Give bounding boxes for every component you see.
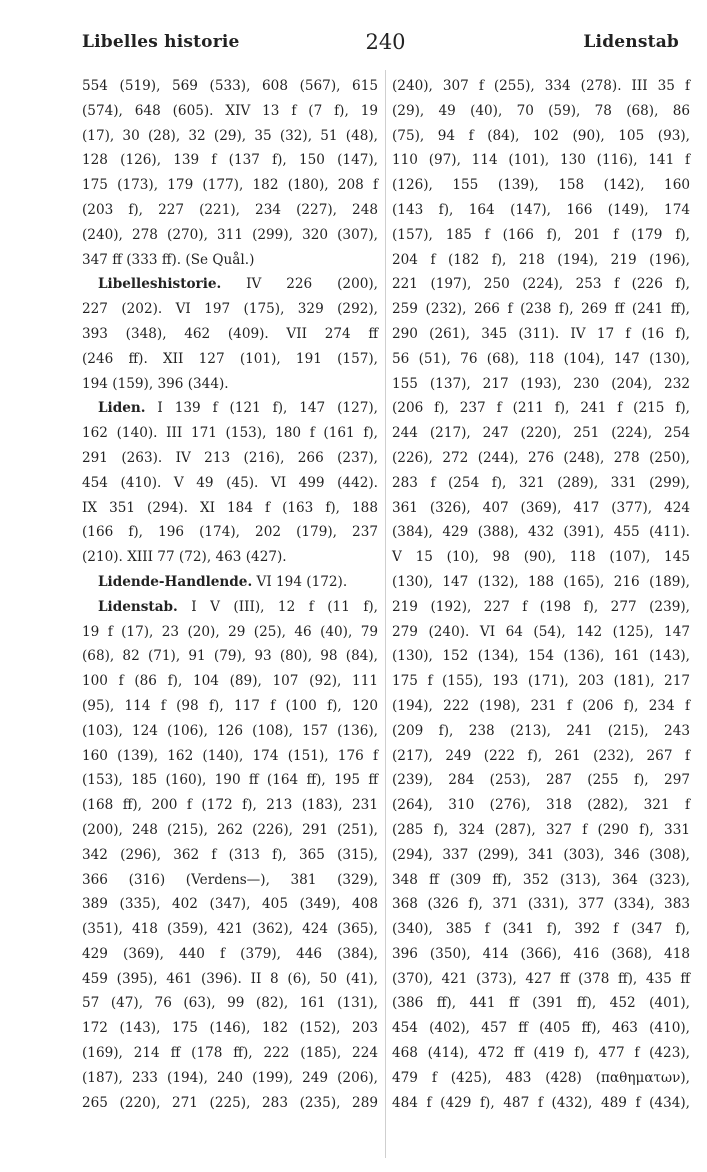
index-line <box>392 917 690 942</box>
index-line <box>392 99 690 124</box>
index-line <box>82 471 378 496</box>
index-line <box>82 421 378 446</box>
index-references: 454 (402), 457 ff (405 ff), 463 (410), <box>392 1020 690 1037</box>
index-line <box>392 421 690 446</box>
index-line <box>82 1091 378 1116</box>
index-references: 172 (143), 175 (146), 182 (152), 203 <box>82 1020 378 1037</box>
index-line <box>392 694 690 719</box>
right-column <box>392 74 690 1115</box>
index-line <box>392 967 690 992</box>
index-line <box>392 173 690 198</box>
index-entry-heading-line <box>82 595 378 620</box>
index-references: (209 f), 238 (213), 241 (215), 243 <box>392 722 690 739</box>
index-references: 283 f (254 f), 321 (289), 331 (299), <box>392 474 690 491</box>
index-references: (187), 233 (194), 240 (199), 249 (206), <box>82 1069 378 1086</box>
index-references: 459 (395), 461 (396). II 8 (6), 50 (41), <box>82 970 378 987</box>
index-references: IV 226 (200), <box>221 276 378 293</box>
index-references: (194), 222 (198), 231 f (206 f), 234 f <box>392 697 690 714</box>
index-references: 366 (316) (Verdens—), 381 (329), <box>82 871 378 888</box>
index-entry-heading-line <box>82 272 378 297</box>
index-entry-heading-line <box>82 570 378 595</box>
index-line <box>392 322 690 347</box>
index-line <box>392 1066 690 1091</box>
running-head-left: Libelles historie <box>82 32 240 52</box>
index-line <box>392 1041 690 1066</box>
index-line <box>392 248 690 273</box>
index-references: 396 (350), 414 (366), 416 (368), 418 <box>392 945 690 962</box>
index-references: (370), 421 (373), 427 ff (378 ff), 435 ff <box>392 970 690 987</box>
index-line <box>392 223 690 248</box>
index-references: (29), 49 (40), 70 (59), 78 (68), 86 <box>392 102 690 119</box>
index-references: (143 f), 164 (147), 166 (149), 174 <box>392 201 690 218</box>
index-line <box>82 744 378 769</box>
index-line <box>392 1016 690 1041</box>
index-references: V 15 (10), 98 (90), 118 (107), 145 <box>392 549 690 566</box>
index-line <box>392 396 690 421</box>
index-line <box>82 496 378 521</box>
index-line <box>82 148 378 173</box>
index-references: 265 (220), 271 (225), 283 (235), 289 <box>82 1094 378 1111</box>
index-line <box>392 124 690 149</box>
index-line <box>392 595 690 620</box>
index-line <box>82 620 378 645</box>
index-line <box>82 74 378 99</box>
index-line <box>392 1091 690 1116</box>
index-line <box>82 198 378 223</box>
index-line <box>392 297 690 322</box>
index-references: (126), 155 (139), 158 (142), 160 <box>392 177 690 194</box>
index-line <box>392 744 690 769</box>
index-line <box>392 620 690 645</box>
index-references: 110 (97), 114 (101), 130 (116), 141 f <box>392 152 690 169</box>
index-references: 162 (140). III 171 (153), 180 f (161 f), <box>82 425 378 442</box>
index-references: (384), 429 (388), 432 (391), 455 (411). <box>392 524 690 541</box>
left-column <box>82 74 378 1115</box>
index-references: VI 194 (172). <box>252 573 348 590</box>
index-references: 389 (335), 402 (347), 405 (349), 408 <box>82 896 378 913</box>
index-line <box>82 694 378 719</box>
index-references: 479 f (425), 483 (428) (παθηματων), <box>392 1069 690 1086</box>
index-references: 291 (263). IV 213 (216), 266 (237), <box>82 449 378 466</box>
index-references: 155 (137), 217 (193), 230 (204), 232 <box>392 375 690 392</box>
index-references: (240), 278 (270), 311 (299), 320 (307), <box>82 226 378 243</box>
index-references: (166 f), 196 (174), 202 (179), 237 <box>82 524 378 541</box>
index-line <box>82 99 378 124</box>
index-line <box>392 372 690 397</box>
index-references: 175 (173), 179 (177), 182 (180), 208 f <box>82 177 378 194</box>
index-references: 160 (139), 162 (140), 174 (151), 176 f <box>82 747 378 764</box>
index-line <box>82 868 378 893</box>
index-references: (239), 284 (253), 287 (255 f), 297 <box>392 772 690 789</box>
index-references: (246 ff). XII 127 (101), 191 (157), <box>82 350 378 367</box>
index-line <box>82 942 378 967</box>
index-line <box>392 471 690 496</box>
index-references: (210). XIII 77 (72), 463 (427). <box>82 549 287 566</box>
index-references: (294), 337 (299), 341 (303), 346 (308), <box>392 846 690 863</box>
index-line <box>82 669 378 694</box>
index-line <box>82 644 378 669</box>
index-line <box>82 520 378 545</box>
index-references: 368 (326 f), 371 (331), 377 (334), 383 <box>392 896 690 913</box>
headword: Liden. <box>98 400 146 417</box>
index-line <box>392 446 690 471</box>
index-references: I V (III), 12 f (11 f), <box>177 598 378 615</box>
index-line <box>82 991 378 1016</box>
index-references: 57 (47), 76 (63), 99 (82), 161 (131), <box>82 995 378 1012</box>
index-references: (574), 648 (605). XIV 13 f (7 f), 19 <box>82 102 378 119</box>
index-references: 468 (414), 472 ff (419 f), 477 f (423), <box>392 1045 690 1062</box>
index-references: (157), 185 f (166 f), 201 f (179 f), <box>392 226 690 243</box>
index-line <box>392 644 690 669</box>
index-references: 227 (202). VI 197 (175), 329 (292), <box>82 301 378 318</box>
index-line <box>392 843 690 868</box>
index-references: (68), 82 (71), 91 (79), 93 (80), 98 (84), <box>82 648 378 665</box>
index-line <box>82 1041 378 1066</box>
index-references: 19 f (17), 23 (20), 29 (25), 46 (40), 79 <box>82 623 378 640</box>
index-references: (340), 385 f (341 f), 392 f (347 f), <box>392 921 690 938</box>
index-line <box>82 322 378 347</box>
index-references: (168 ff), 200 f (172 f), 213 (183), 231 <box>82 797 378 814</box>
index-references: 484 f (429 f), 487 f (432), 489 f (434), <box>392 1094 690 1111</box>
index-line <box>392 148 690 173</box>
index-line <box>82 248 378 273</box>
index-line <box>82 818 378 843</box>
index-line <box>392 347 690 372</box>
index-references: 554 (519), 569 (533), 608 (567), 615 <box>82 78 378 94</box>
index-references: (351), 418 (359), 421 (362), 424 (365), <box>82 921 378 938</box>
index-references: 128 (126), 139 f (137 f), 150 (147), <box>82 152 378 169</box>
index-references: (285 f), 324 (287), 327 f (290 f), 331 <box>392 821 690 838</box>
index-references: 221 (197), 250 (224), 253 f (226 f), <box>392 276 690 293</box>
index-references: 279 (240). VI 64 (54), 142 (125), 147 <box>392 623 690 640</box>
index-references: (169), 214 ff (178 ff), 222 (185), 224 <box>82 1045 378 1062</box>
index-references: (264), 310 (276), 318 (282), 321 f <box>392 797 690 814</box>
index-references: 219 (192), 227 f (198 f), 277 (239), <box>392 598 690 615</box>
index-references: (217), 249 (222 f), 261 (232), 267 f <box>392 747 690 764</box>
index-line <box>82 372 378 397</box>
index-line <box>392 991 690 1016</box>
index-line <box>392 868 690 893</box>
index-references: (103), 124 (106), 126 (108), 157 (136), <box>82 722 378 739</box>
index-line <box>392 669 690 694</box>
index-line <box>82 1066 378 1091</box>
index-references: (206 f), 237 f (211 f), 241 f (215 f), <box>392 400 690 417</box>
headword: Libelleshistorie. <box>98 276 222 293</box>
index-references: (240), 307 f (255), 334 (278). III 35 f <box>392 78 690 94</box>
index-line <box>392 198 690 223</box>
index-line <box>392 496 690 521</box>
index-line <box>392 272 690 297</box>
index-line <box>82 124 378 149</box>
index-line <box>392 892 690 917</box>
index-references: 348 ff (309 ff), 352 (313), 364 (323), <box>392 871 690 888</box>
index-references: 100 f (86 f), 104 (89), 107 (92), 111 <box>82 673 378 690</box>
index-references: (226), 272 (244), 276 (248), 278 (250), <box>392 449 690 466</box>
index-references: (153), 185 (160), 190 ff (164 ff), 195 ff <box>82 772 378 789</box>
index-line <box>82 768 378 793</box>
index-line <box>82 719 378 744</box>
index-references: IX 351 (294). XI 184 f (163 f), 188 <box>82 499 378 516</box>
index-references: 244 (217), 247 (220), 251 (224), 254 <box>392 425 690 442</box>
index-line <box>392 545 690 570</box>
index-references: 347 ff (333 ff). (Se Quål.) <box>82 251 255 268</box>
index-line <box>392 942 690 967</box>
index-references: (95), 114 f (98 f), 117 f (100 f), 120 <box>82 697 378 714</box>
index-line <box>392 793 690 818</box>
index-references: 259 (232), 266 f (238 f), 269 ff (241 ff), <box>392 301 690 318</box>
index-references: (130), 152 (134), 154 (136), 161 (143), <box>392 648 690 665</box>
index-references: 393 (348), 462 (409). VII 274 ff <box>82 325 378 342</box>
index-line <box>392 520 690 545</box>
index-line <box>82 967 378 992</box>
index-references: (203 f), 227 (221), 234 (227), 248 <box>82 201 378 218</box>
index-references: 56 (51), 76 (68), 118 (104), 147 (130), <box>392 350 690 367</box>
index-references: 194 (159), 396 (344). <box>82 375 229 392</box>
index-references: I 139 f (121 f), 147 (127), <box>145 400 378 417</box>
index-line <box>82 1016 378 1041</box>
index-line <box>82 545 378 570</box>
index-references: (17), 30 (28), 32 (29), 35 (32), 51 (48), <box>82 127 378 144</box>
index-line <box>392 768 690 793</box>
index-line <box>82 347 378 372</box>
index-line <box>392 719 690 744</box>
index-line <box>392 74 690 99</box>
headword: Lidende-Handlende. <box>98 573 253 590</box>
index-line <box>82 173 378 198</box>
index-line <box>392 818 690 843</box>
page-number: 240 <box>365 30 406 54</box>
headword: Lidenstab. <box>98 598 178 615</box>
index-references: 175 f (155), 193 (171), 203 (181), 217 <box>392 673 690 690</box>
index-line <box>392 570 690 595</box>
index-line <box>82 793 378 818</box>
index-line <box>82 297 378 322</box>
index-references: (386 ff), 441 ff (391 ff), 452 (401), <box>392 995 690 1012</box>
index-references: (200), 248 (215), 262 (226), 291 (251), <box>82 821 378 838</box>
column-divider <box>385 70 386 1158</box>
index-references: 361 (326), 407 (369), 417 (377), 424 <box>392 499 690 516</box>
index-references: (130), 147 (132), 188 (165), 216 (189), <box>392 573 690 590</box>
index-entry-heading-line <box>82 396 378 421</box>
index-references: 204 f (182 f), 218 (194), 219 (196), <box>392 251 690 268</box>
index-line <box>82 223 378 248</box>
page-header <box>82 30 689 60</box>
index-references: 429 (369), 440 f (379), 446 (384), <box>82 945 378 962</box>
index-references: 454 (410). V 49 (45). VI 499 (442). <box>82 474 378 491</box>
index-line <box>82 892 378 917</box>
index-line <box>82 446 378 471</box>
index-references: (75), 94 f (84), 102 (90), 105 (93), <box>392 127 690 144</box>
index-references: 342 (296), 362 f (313 f), 365 (315), <box>82 846 378 863</box>
index-references: 290 (261), 345 (311). IV 17 f (16 f), <box>392 325 690 342</box>
index-line <box>82 917 378 942</box>
index-line <box>82 843 378 868</box>
running-head-right: Lidenstab <box>583 32 679 52</box>
